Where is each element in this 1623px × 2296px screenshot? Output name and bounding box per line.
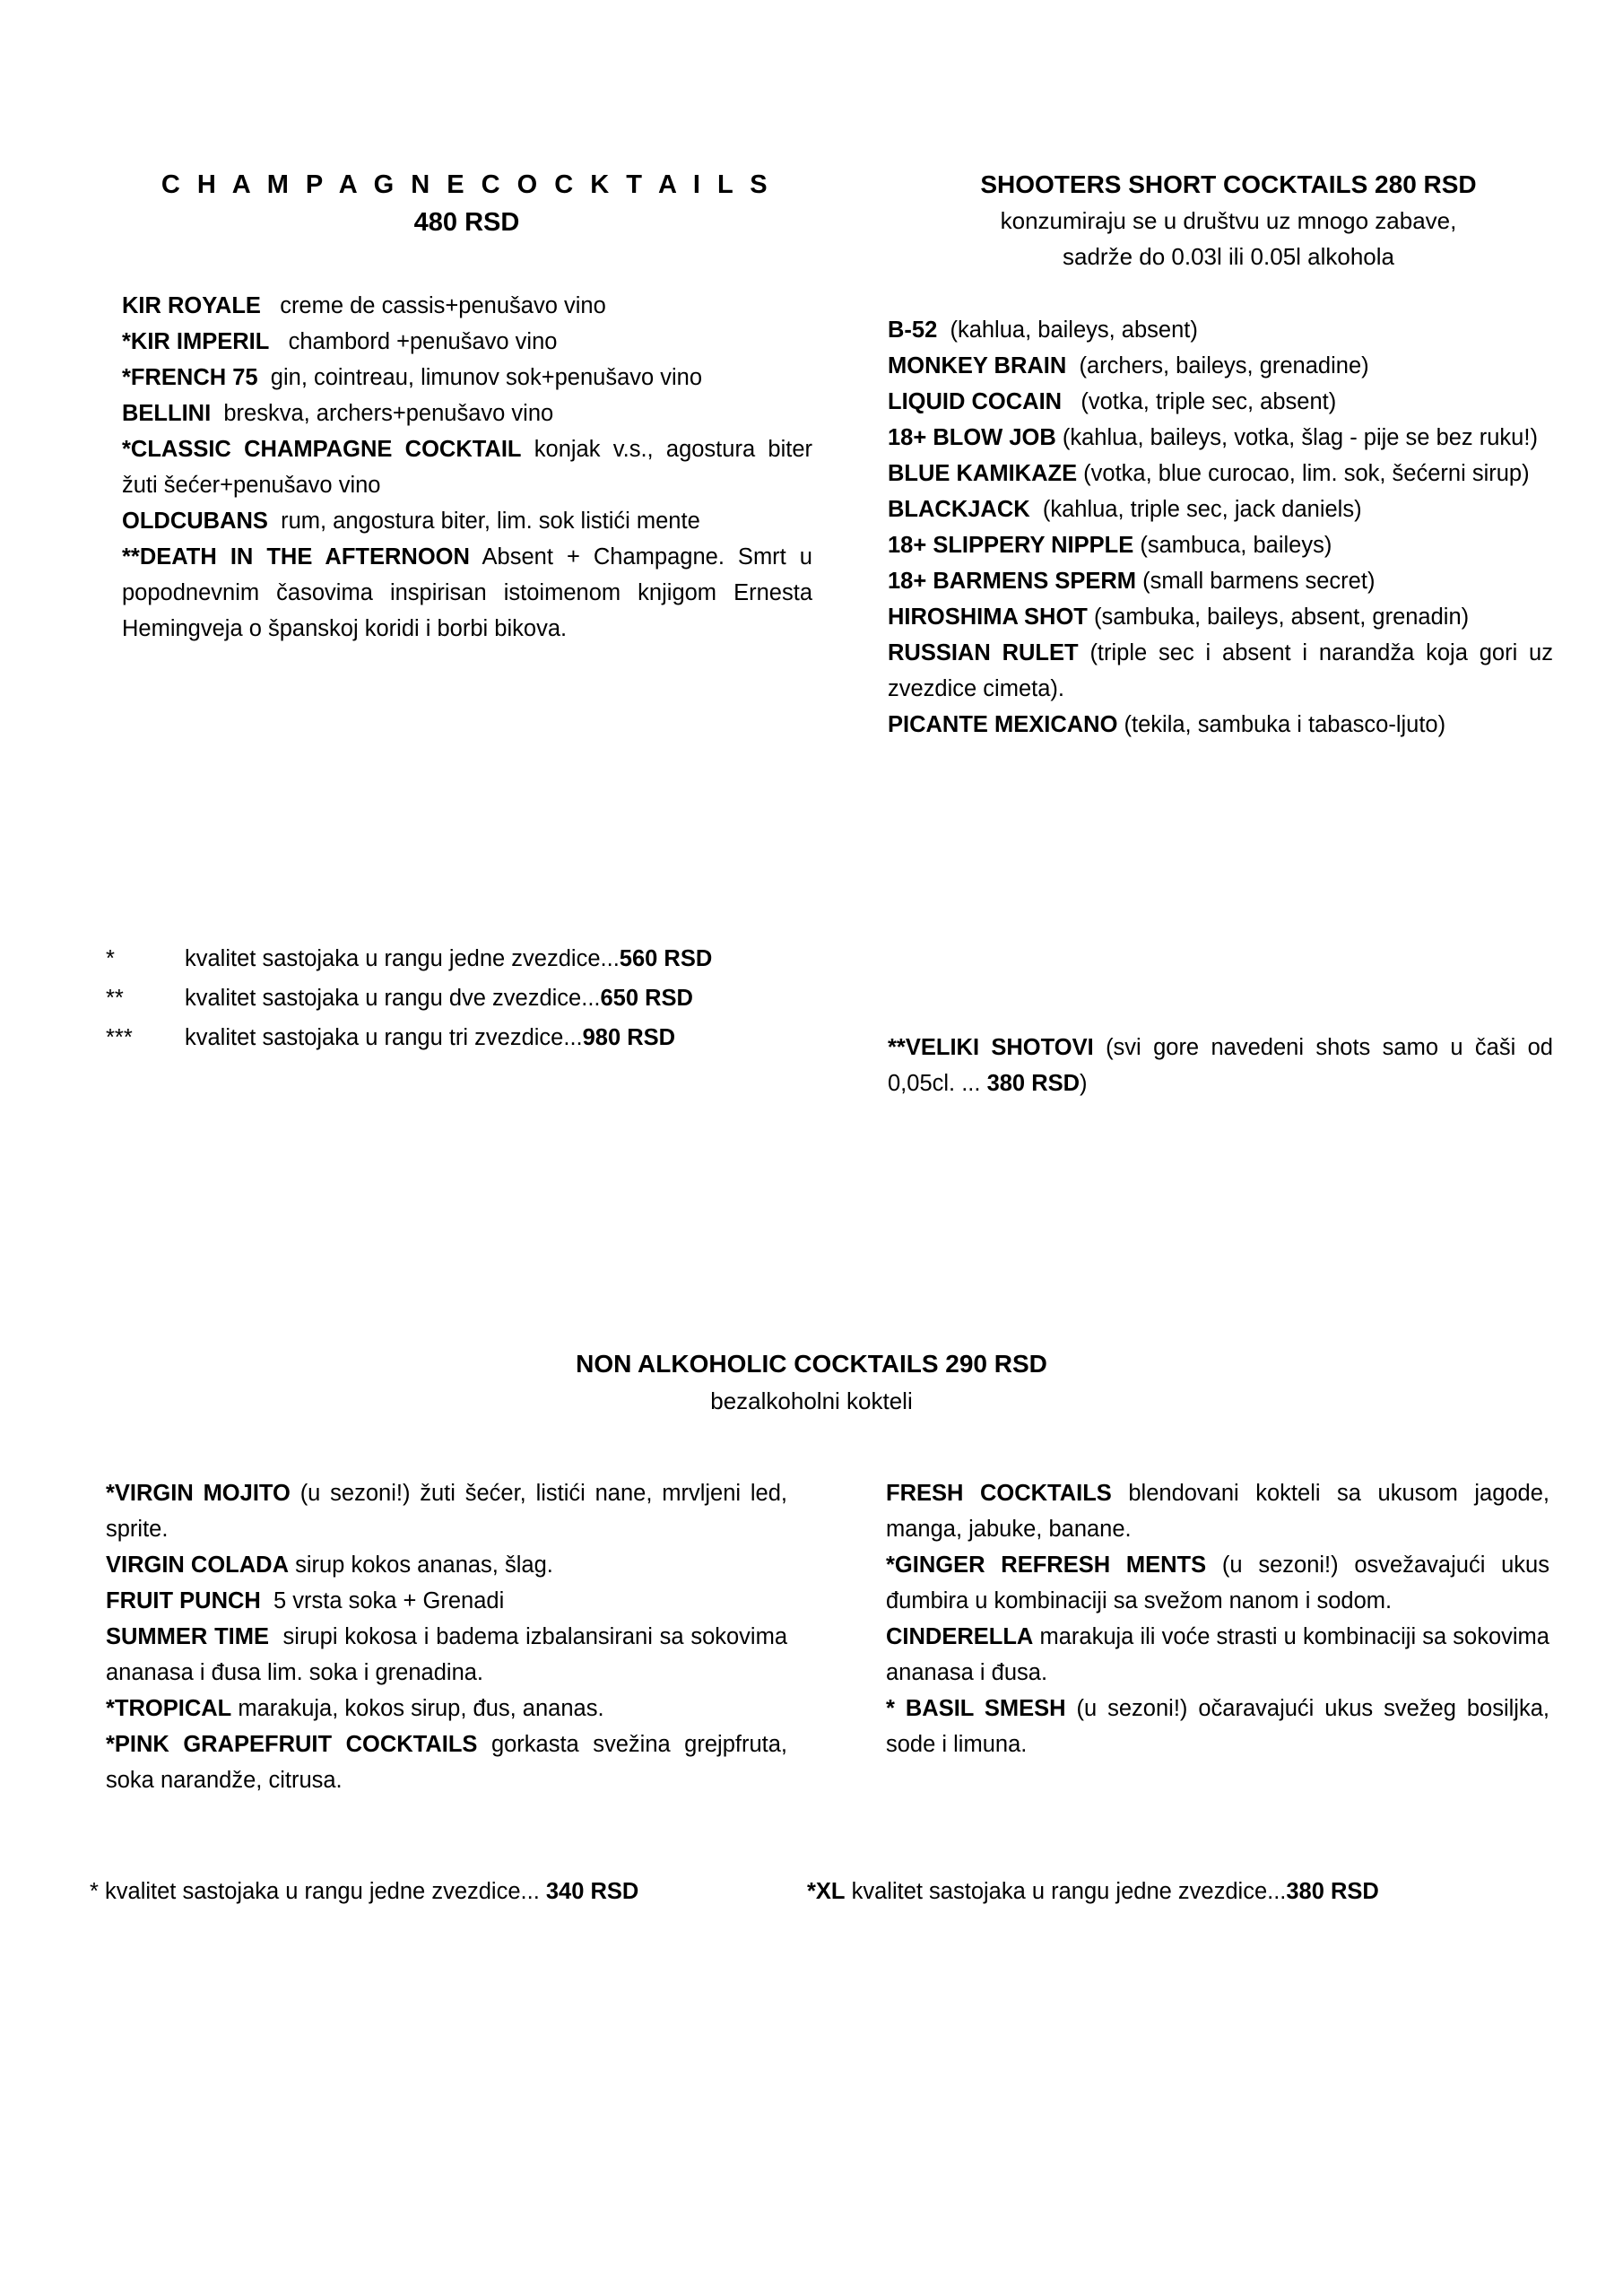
item-name: BELLINI	[122, 401, 212, 427]
item-name: RUSSIAN RULET	[888, 640, 1079, 666]
item-name: PICANTE MEXICANO	[888, 712, 1118, 738]
footer-left-text: * kvalitet sastojaka u rangu jedne zvezdice...	[90, 1879, 546, 1904]
item-desc: blendovani kokteli sa ukusom jagode, manga, jabuke, banane.	[886, 1481, 1550, 1543]
footer-left-price: 340 RSD	[545, 1879, 639, 1904]
non-alcoholic-subtitle: bezalkoholni kokteli	[710, 1387, 913, 1414]
item-desc: (sambuca, baileys)	[1140, 533, 1332, 559]
list-item	[888, 456, 1553, 491]
legend-text-wrap	[185, 1019, 823, 1058]
item-desc: sirupi kokosa i badema izbalansirani sa sokovima ananasa i đusa lim. soka i grenadina.	[106, 1624, 788, 1686]
legend-price: 650 RSD	[600, 985, 693, 1011]
item-name: 18+ BARMENS SPERM	[888, 569, 1137, 595]
item-name: MONKEY BRAIN	[888, 353, 1067, 379]
item-desc: (triple sec i absent i narandža koja gori uz zvezdice cimeta).	[888, 640, 1553, 702]
item-name: VIRGIN COLADA	[106, 1552, 289, 1578]
champagne-column	[106, 166, 864, 743]
list-item	[888, 348, 1553, 384]
footer-notes	[0, 1879, 1623, 1905]
champagne-price: 480 RSD	[413, 208, 520, 238]
list-item	[106, 1475, 787, 1547]
item-desc: marakuja ili voće strasti u kombinaciji sa sokovima ananasa i đusa.	[886, 1624, 1549, 1686]
list-item	[888, 707, 1553, 743]
footer-note-left	[90, 1879, 798, 1905]
list-item	[888, 384, 1553, 420]
list-item	[886, 1475, 1549, 1547]
legend-text-wrap	[185, 940, 823, 979]
veliki-shotovi-name: **VELIKI SHOTOVI	[888, 1035, 1094, 1060]
champagne-item-list	[122, 288, 812, 647]
champagne-title: C H A M P A G N E C O C K T A I L S	[161, 170, 773, 199]
item-name: *FRENCH 75	[122, 365, 258, 391]
legend-stars: *	[106, 946, 115, 971]
list-item	[886, 1547, 1549, 1619]
item-desc: (small barmens secret)	[1142, 569, 1376, 595]
item-name: **DEATH IN THE AFTERNOON	[122, 544, 470, 570]
non-alcoholic-title: NON ALKOHOLIC COCKTAILS 290 RSD	[576, 1350, 1047, 1378]
item-name: *TROPICAL	[106, 1696, 232, 1722]
item-name: FRESH COCKTAILS	[886, 1481, 1112, 1506]
item-name: SUMMER TIME	[106, 1624, 270, 1650]
item-name: *PINK GRAPEFRUIT COCKTAILS	[106, 1732, 478, 1758]
veliki-shotovi-price: 380 RSD	[986, 1071, 1081, 1097]
veliki-shotovi-text: (svi gore navedeni shots samo u čaši od 0,05cl. ...	[888, 1035, 1553, 1097]
top-section	[0, 166, 1623, 743]
item-desc: chambord +penušavo vino	[288, 329, 558, 355]
item-desc: (kahlua, triple sec, jack daniels)	[1042, 497, 1362, 523]
non-alcoholic-header	[0, 1345, 1623, 1419]
item-name: KIR ROYALE	[122, 293, 261, 319]
non-alcoholic-left-column	[106, 1475, 787, 1798]
legend-row	[106, 940, 823, 979]
list-item	[122, 324, 812, 360]
item-desc: rum, angostura biter, lim. sok listići mente	[281, 509, 700, 535]
veliki-shotovi-note	[888, 1030, 1553, 1101]
item-name: *GINGER REFRESH MENTS	[886, 1552, 1207, 1578]
legend-price: 980 RSD	[582, 1024, 676, 1050]
list-item	[106, 1726, 787, 1798]
footer-right-text: kvalitet sastojaka u rangu jedne zvezdice...	[845, 1879, 1287, 1904]
item-desc: (u sezoni!) žuti šećer, listići nane, mrvljeni led, sprite.	[106, 1481, 787, 1543]
list-item	[888, 420, 1553, 456]
legend-text: kvalitet sastojaka u rangu dve zvezdice...	[185, 985, 601, 1011]
item-name: CINDERELLA	[886, 1624, 1034, 1650]
item-desc: (kahlua, baileys, absent)	[950, 317, 1198, 344]
list-item	[886, 1691, 1549, 1762]
item-desc: gin, cointreau, limunov sok+penušavo vino	[270, 365, 703, 391]
list-item	[886, 1619, 1549, 1691]
footer-right-price: 380 RSD	[1286, 1879, 1379, 1904]
item-desc: konjak v.s., agostura biter žuti šećer+penušavo vino	[122, 437, 812, 499]
item-desc: (votka, blue curocao, lim. sok, šećerni sirup)	[1083, 461, 1530, 487]
item-desc: breskva, archers+penušavo vino	[223, 401, 554, 427]
list-item	[888, 527, 1553, 563]
item-desc: gorkasta svežina grejpfruta, soka narandže, citrusa.	[106, 1732, 787, 1794]
non-alcoholic-columns	[0, 1475, 1623, 1798]
list-item	[106, 1619, 787, 1691]
item-name: *CLASSIC CHAMPAGNE COCKTAIL	[122, 437, 522, 463]
item-name: B-52	[888, 317, 938, 344]
item-name: 18+ BLOW JOB	[888, 425, 1056, 451]
item-desc: (archers, baileys, grenadine)	[1079, 353, 1369, 379]
item-desc: (kahlua, baileys, votka, šlag - pije se bez ruku!)	[1062, 425, 1538, 451]
list-item	[122, 360, 812, 396]
legend-text-wrap	[185, 979, 823, 1019]
item-name: * BASIL SMESH	[886, 1696, 1066, 1722]
veliki-shotovi-text-after: )	[1080, 1071, 1088, 1097]
list-item	[888, 491, 1553, 527]
legend-text: kvalitet sastojaka u rangu jedne zvezdice...	[185, 946, 620, 971]
item-desc: (u sezoni!) očaravajući ukus svežeg bosiljka, sode i limuna.	[886, 1696, 1549, 1758]
item-desc: sirup kokos ananas, šlag.	[295, 1552, 553, 1578]
item-name: FRUIT PUNCH	[106, 1588, 261, 1614]
list-item	[888, 635, 1553, 707]
legend-text: kvalitet sastojaka u rangu tri zvezdice...	[185, 1024, 583, 1050]
footer-right-prefix: *XL	[807, 1879, 846, 1904]
item-desc: marakuja, kokos sirup, đus, ananas.	[238, 1696, 604, 1722]
item-name: *KIR IMPERIL	[122, 329, 270, 355]
legend-price: 560 RSD	[619, 946, 713, 971]
shooters-column	[888, 166, 1569, 743]
item-name: *VIRGIN MOJITO	[106, 1481, 291, 1506]
item-name: HIROSHIMA SHOT	[888, 604, 1088, 631]
shooters-item-list	[888, 312, 1553, 743]
item-desc: (u sezoni!) osvežavajući ukus đumbira u kombinaciji sa svežom nanom i sodom.	[886, 1552, 1549, 1614]
item-desc: (votka, triple sec, absent)	[1081, 389, 1337, 415]
item-desc: 5 vrsta soka + Grenadi	[273, 1588, 505, 1614]
shooters-subtitle-line1: konzumiraju se u društvu uz mnogo zabave,	[1000, 207, 1457, 234]
list-item	[122, 431, 812, 503]
legend-stars: ***	[106, 1024, 133, 1050]
item-name: BLUE KAMIKAZE	[888, 461, 1078, 487]
list-item	[106, 1583, 787, 1619]
item-desc: (tekila, sambuka i tabasco-ljuto)	[1124, 712, 1446, 738]
item-desc: (sambuka, baileys, absent, grenadin)	[1093, 604, 1470, 631]
legend-row	[106, 1019, 823, 1058]
list-item	[888, 599, 1553, 635]
item-name: BLACKJACK	[888, 497, 1030, 523]
footer-note-right	[807, 1879, 1524, 1905]
list-item	[888, 312, 1553, 348]
list-item	[122, 396, 812, 431]
item-desc: creme de cassis+penušavo vino	[280, 293, 606, 319]
item-desc: Absent + Champagne. Smrt u popodnevnim časovima inspirisan istoimenom knjigom Ernesta Hemingveja o španskoj koridi i borbi bikova.	[122, 544, 812, 642]
legend-stars: **	[106, 985, 124, 1011]
list-item	[122, 539, 812, 647]
shooters-title: SHOOTERS SHORT COCKTAILS 280 RSD	[980, 170, 1477, 198]
item-name: 18+ SLIPPERY NIPPLE	[888, 533, 1134, 559]
champagne-price-legend	[106, 940, 823, 1058]
list-item	[122, 288, 812, 324]
shooters-subtitle-line2: sadrže do 0.03l ili 0.05l alkohola	[1062, 242, 1395, 270]
non-alcoholic-right-column	[886, 1475, 1549, 1798]
list-item	[106, 1691, 787, 1726]
list-item	[106, 1547, 787, 1583]
list-item	[888, 563, 1553, 599]
item-name: LIQUID COCAIN	[888, 389, 1063, 415]
item-name: OLDCUBANS	[122, 509, 268, 535]
list-item	[122, 503, 812, 539]
legend-row	[106, 979, 823, 1019]
